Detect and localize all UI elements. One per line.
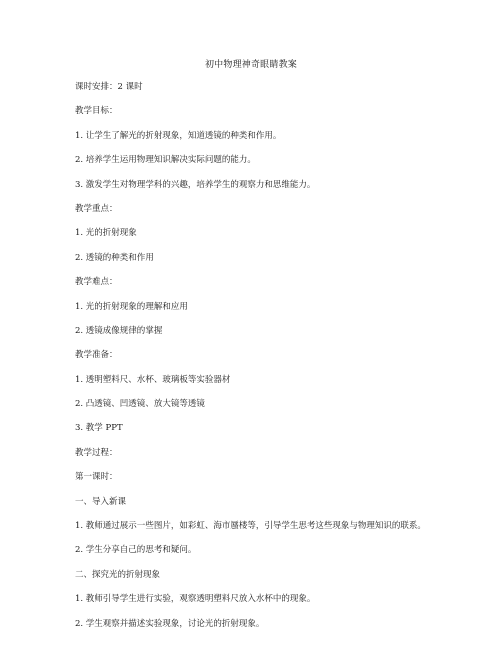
- objective-item: 1. 让学生了解光的折射现象，知道透镜的种类和作用。: [75, 130, 282, 141]
- step-heading: 二、探究光的折射现象: [75, 569, 161, 580]
- key-point-item: 1. 光的折射现象: [75, 228, 137, 239]
- section-heading-difficulties: 教学难点：: [75, 277, 118, 288]
- preparation-item: 1. 透明塑料尺、水杯、玻璃板等实验器材: [75, 374, 231, 385]
- document-body: [75, 81, 435, 642]
- difficulty-item: 1. 光的折射现象的理解和应用: [75, 301, 188, 312]
- difficulty-item: 2. 透镜成像规律的掌握: [75, 325, 163, 336]
- step-item: 2. 学生观察并描述实验现象，讨论光的折射现象。: [75, 618, 265, 629]
- lesson-one-heading: 第一课时：: [75, 472, 118, 483]
- document-title: 初中物理神奇眼睛教案: [204, 60, 297, 70]
- step-item: 2. 学生分享自己的思考和疑问。: [75, 545, 197, 556]
- lesson-hours: 课时安排：2 课时: [75, 82, 143, 92]
- objective-item: 3. 激发学生对物理学科的兴趣，培养学生的观察力和思维能力。: [75, 179, 316, 190]
- step-item: 1. 教师通过展示一些图片，如彩虹、海市蜃楼等，引导学生思考这些现象与物理知识的联系。: [75, 521, 426, 532]
- key-point-item: 2. 透镜的种类和作用: [75, 252, 154, 263]
- step-item: 1. 教师引导学生进行实验，观察透明塑料尺放入水杯中的现象。: [75, 594, 316, 605]
- preparation-item: 3. 教学 PPT: [75, 423, 123, 434]
- preparation-item: 2. 凸透镜、凹透镜、放大镜等透镜: [75, 399, 205, 410]
- step-heading: 一、导入新课: [75, 496, 127, 507]
- section-heading-key-points: 教学重点：: [75, 203, 118, 214]
- section-heading-objectives: 教学目标：: [75, 106, 118, 117]
- objective-item: 2. 培养学生运用物理知识解决实际问题的能力。: [75, 155, 256, 166]
- section-heading-process: 教学过程：: [75, 447, 118, 458]
- section-heading-preparation: 教学准备：: [75, 350, 118, 361]
